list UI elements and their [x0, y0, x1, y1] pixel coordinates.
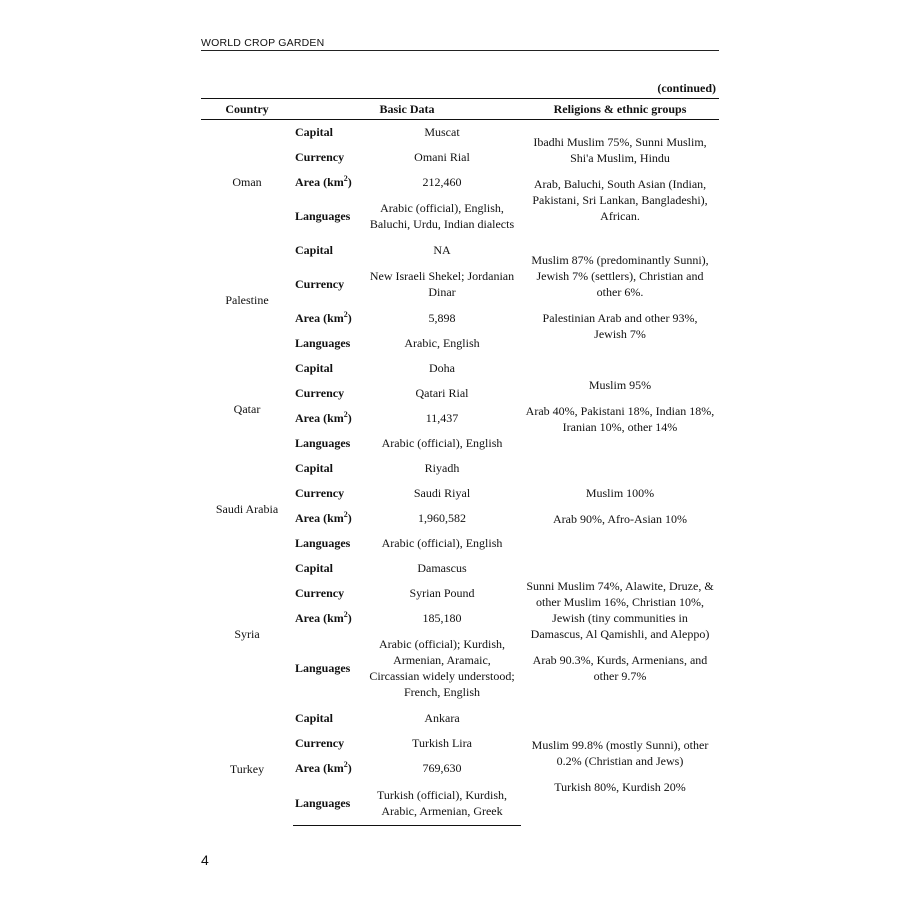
languages-label: Languages — [295, 209, 351, 223]
table-row — [201, 556, 719, 581]
religion-text: Ibadhi Muslim 75%, Sunni Muslim, Shi'a Muslim, Hindu — [533, 134, 707, 165]
currency-value: Syrian Pound — [409, 586, 475, 600]
capital-value: Riyadh — [424, 461, 460, 475]
religion-ethnic-cell — [521, 356, 719, 456]
capital-value: Damascus — [417, 561, 467, 575]
religion-text: Muslim 99.8% (mostly Sunni), other 0.2% (Christian and Jews) — [531, 737, 709, 768]
currency-value: Omani Rial — [414, 150, 470, 164]
ethnic-text: Arab 90%, Afro-Asian 10% — [553, 511, 687, 526]
ethnic-text: Arab, Baluchi, South Asian (Indian, Pakistani, Sri Lankan, Bangladeshi), African. — [532, 176, 708, 223]
country-name: Turkey — [229, 761, 265, 776]
table-row — [201, 238, 719, 263]
currency-label: Currency — [295, 277, 345, 291]
ethnic-text: Arab 90.3%, Kurds, Armenians, and other 9.7% — [532, 652, 708, 683]
languages-label: Languages — [295, 536, 351, 550]
languages-value: Arabic (official), English — [381, 536, 503, 550]
religion-ethnic-cell — [521, 456, 719, 556]
area-label: Area $(km^2)$ — [295, 410, 352, 425]
table-row — [201, 120, 719, 145]
column-header-basic-data: Basic Data — [293, 99, 521, 120]
languages-value: Arabic (official), English — [381, 436, 503, 450]
capital-label: Capital — [295, 361, 334, 375]
religion-text: Sunni Muslim 74%, Alawite, Druze, & other Muslim 16%, Christian 10%, Jewish (tiny communities in Damascus, Al Qamishli, and Aleppo) — [526, 578, 714, 641]
capital-label: Capital — [295, 461, 334, 475]
capital-value: Ankara — [424, 711, 460, 725]
country-name: Saudi Arabia — [215, 501, 279, 516]
table-row — [201, 356, 719, 381]
religion-text: Muslim 95% — [588, 377, 652, 392]
currency-value: New Israeli Shekel; Jordanian Dinar — [369, 269, 515, 299]
capital-value: Doha — [429, 361, 455, 375]
currency-label: Currency — [295, 736, 345, 750]
ethnic-text: Palestinian Arab and other 93%, Jewish 7% — [542, 310, 698, 341]
country-name: Syria — [234, 626, 260, 641]
capital-value: Muscat — [424, 125, 460, 140]
area-value: 769,630 — [422, 761, 462, 775]
currency-label: Currency — [295, 150, 345, 164]
capital-label: Capital — [295, 711, 334, 725]
currency-value: Turkish Lira — [412, 736, 472, 750]
ethnic-text: Arab 40%, Pakistani 18%, Indian 18%, Iranian 10%, other 14% — [525, 403, 715, 434]
area-value: 212,460 — [422, 175, 462, 189]
area-value: 11,437 — [425, 411, 459, 425]
area-label: Area $(km^2)$ — [295, 174, 352, 189]
currency-value: Qatari Rial — [415, 386, 469, 400]
area-label: Area $(km^2)$ — [295, 310, 352, 325]
currency-value: Saudi Riyal — [413, 486, 471, 500]
capital-label: Capital — [295, 125, 334, 140]
country-name: Qatar — [233, 401, 261, 416]
languages-value: Arabic (official), English, Baluchi, Urdu, Indian dialects — [369, 201, 515, 231]
currency-label: Currency — [295, 586, 345, 600]
languages-label: Languages — [295, 336, 351, 350]
area-label: Area $(km^2)$ — [295, 510, 352, 525]
religion-ethnic-cell — [521, 706, 719, 826]
religion-text: Muslim 87% (predominantly Sunni), Jewish 7% (settlers), Christian and other 6%. — [531, 252, 709, 299]
religion-ethnic-cell — [521, 120, 719, 238]
country-name: Palestine — [225, 292, 269, 307]
languages-label: Languages — [295, 661, 351, 675]
country-name: Oman — [232, 174, 262, 189]
page-number: 4 — [201, 852, 209, 868]
currency-label: Currency — [295, 486, 345, 500]
capital-label: Capital — [295, 561, 334, 575]
area-value: 1,960,582 — [418, 511, 466, 525]
table-row — [201, 706, 719, 731]
area-value: 185,180 — [422, 611, 462, 625]
continued-label: (continued) — [657, 81, 716, 95]
table-row — [201, 456, 719, 481]
languages-label: Languages — [295, 436, 351, 450]
religion-ethnic-cell — [521, 556, 719, 706]
area-label: Area $(km^2)$ — [295, 760, 352, 775]
languages-value: Arabic, English — [404, 336, 480, 350]
area-label: Area $(km^2)$ — [295, 610, 352, 625]
column-header-country: Country — [201, 99, 293, 120]
capital-value: NA — [433, 243, 451, 257]
ethnic-text: Turkish 80%, Kurdish 20% — [554, 779, 686, 794]
table-header-row — [201, 99, 719, 120]
area-value: 5,898 — [428, 311, 456, 325]
religion-ethnic-cell — [521, 238, 719, 356]
languages-value: Turkish (official), Kurdish, Arabic, Armenian, Greek — [363, 781, 521, 826]
capital-label: Capital — [295, 243, 334, 257]
languages-value: Arabic (official); Kurdish, Armenian, Aramaic, Circassian widely understood; French, English — [369, 637, 515, 699]
running-header: WORLD CROP GARDEN — [201, 38, 719, 51]
currency-label: Currency — [295, 386, 345, 400]
country-data-table — [201, 98, 719, 826]
column-header-religions: Religions & ethnic groups — [521, 99, 719, 120]
table-body — [201, 120, 719, 826]
religion-text: Muslim 100% — [585, 485, 655, 500]
languages-label: Languages — [293, 781, 363, 826]
